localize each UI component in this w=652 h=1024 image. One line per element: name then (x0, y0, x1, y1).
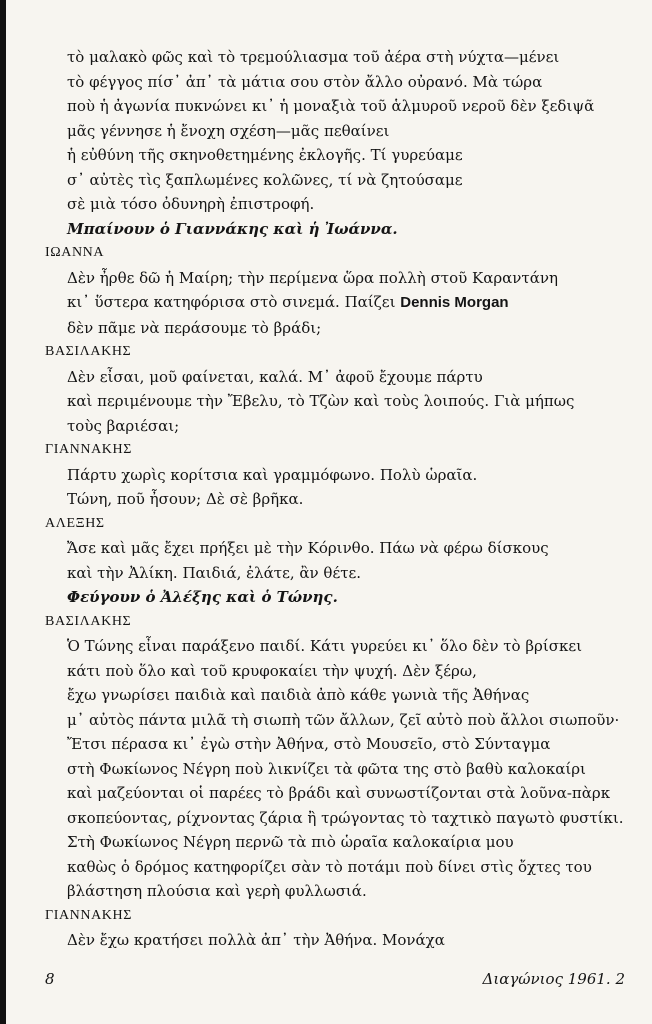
dialogue-line: σὲ μιὰ τόσο ὀδυνηρὴ ἐπιστροφή. (67, 195, 315, 213)
stage-direction: Φεύγουν ὁ Ἀλέξης καὶ ὁ Τώνης. (67, 588, 338, 606)
dialogue-line: σκοπεύοντας, ρίχνοντας ζάρια ἢ τρώγοντας τὸ ταχτικὸ παγωτὸ φυστίκι. (67, 808, 624, 827)
dialogue-line: Ἄσε καὶ μᾶς ἔχει πρήξει μὲ τὴν Κόρινθο. Πάω νὰ φέρω δίσκους (67, 539, 549, 557)
dialogue-line: τοὺς βαριέσαι; (67, 416, 180, 435)
page-edge-shadow (0, 0, 6, 1024)
stage-direction: Μπαίνουν ὁ Γιαννάκης καὶ ἡ Ἰωάννα. (67, 219, 398, 238)
speaker-name: ΑΛΕΞΗΣ (45, 515, 105, 531)
play-text-body (45, 45, 635, 953)
dialogue-line: κάτι ποὺ ὅλο καὶ τοῦ κρυφοκαίει τὴν ψυχή. Δὲν ξέρω, (67, 661, 477, 680)
dialogue-line: καὶ μαζεύονται οἱ παρέες τὸ βράδι καὶ συνωστίζονται στὰ λοῦνα-πὰρκ (67, 784, 611, 802)
dialogue-line: Ἔτσι πέρασα κι᾽ ἐγὼ στὴν Ἀθήνα, στὸ Μουσεῖο, στὸ Σύνταγμα (67, 735, 551, 753)
dialogue-line: καὶ τὴν Ἀλίκη. Παιδιά, ἐλάτε, ἂν θέτε. (67, 563, 362, 582)
dialogue-line: καθὼς ὁ δρόμος κατηφορίζει σὰν τὸ ποτάμι ποὺ δίνει στὶς ὄχτες του (67, 857, 592, 876)
speaker-name: ΓΙΑΝΝΑΚΗΣ (45, 442, 132, 457)
dialogue-line: τὸ φέγγος πίσ᾽ ἀπ᾽ τὰ μάτια σου στὸν ἄλλο οὐρανό. Μὰ τώρα (67, 72, 543, 91)
speaker-name: ΒΑΣΙΛΑΚΗΣ (45, 613, 132, 629)
page-footer (45, 970, 625, 988)
dialogue-line: στὴ Φωκίωνος Νέγρη ποὺ λικνίζει τὰ φῶτα της στὸ βαθὺ καλοκαίρι (67, 759, 586, 778)
speaker-name: ΒΑΣΙΛΑΚΗΣ (45, 344, 132, 359)
page-number: 8 (45, 970, 55, 988)
dialogue-line: Τώνη, ποῦ ἦσουν; Δὲ σὲ βρῆκα. (67, 490, 304, 508)
dialogue-line: Δὲν ἦρθε δῶ ἡ Μαίρη; τὴν περίμενα ὥρα πολλὴ στοῦ Καραντάνη (67, 268, 558, 287)
dialogue-line: βλάστηση πλούσια καὶ γερὴ φυλλωσιά. (67, 882, 367, 900)
dialogue-line: Δὲν εἶσαι, μοῦ φαίνεται, καλά. Μ᾽ ἀφοῦ ἔχουμε πάρτυ (67, 367, 483, 386)
dialogue-line: Στὴ Φωκίωνος Νέγρη περνῶ τὰ πιὸ ὡραῖα καλοκαίρια μου (67, 833, 514, 851)
dialogue-line: ἡ εὐθύνη τῆς σκηνοθετημένης ἐκλογῆς. Τί γυρεύαμε (67, 146, 463, 164)
dialogue-line: ἔχω γνωρίσει παιδιὰ καὶ παιδιὰ ἀπὸ κάθε γωνιὰ τῆς Ἀθήνας (67, 686, 530, 704)
dialogue-line: σ᾽ αὐτὲς τὶς ξαπλωμένες κολῶνες, τί νὰ ζητούσαμε (67, 170, 463, 189)
dialogue-line: Δὲν ἔχω κρατήσει πολλὰ ἀπ᾽ τὴν Ἀθήνα. Μονάχα (67, 931, 445, 949)
dialogue-text: κι᾽ ὕστερα κατηφόρισα στὸ σινεμά. Παίζει (67, 293, 401, 311)
dialogue-line: τὸ μαλακὸ φῶς καὶ τὸ τρεμούλιασμα τοῦ ἀέρα στὴ νύχτα—μένει (67, 48, 560, 66)
actor-name: Dennis Morgan (400, 294, 509, 311)
dialogue-line (45, 290, 635, 316)
speaker-name: ΙΩΑΝΝΑ (45, 245, 105, 260)
dialogue-line: Πάρτυ χωρὶς κορίτσια καὶ γραμμόφωνο. Πολὺ ὡραῖα. (67, 465, 478, 484)
dialogue-line: Ὁ Τώνης εἶναι παράξενο παιδί. Κάτι γυρεύει κι᾽ ὅλο δὲν τὸ βρίσκει (67, 637, 582, 655)
dialogue-line: μ᾽ αὐτὸς πάντα μιλᾶ τὴ σιωπὴ τῶν ἄλλων, ζεῖ αὐτὸ ποὺ ἄλλοι σιωποῦν· (67, 710, 620, 729)
speaker-name: ΓΙΑΝΝΑΚΗΣ (45, 907, 132, 923)
dialogue-line: μᾶς γέννησε ἡ ἔνοχη σχέση—μᾶς πεθαίνει (67, 121, 390, 140)
dialogue-line: ποὺ ἡ ἀγωνία πυκνώνει κι᾽ ἡ μοναξιὰ τοῦ ἁλμυροῦ νεροῦ δὲν ξεδιψᾶ (67, 97, 595, 115)
dialogue-line: δὲν πᾶμε νὰ περάσουμε τὸ βράδι; (67, 318, 322, 337)
journal-issue: Διαγώνιος 1961. 2 (482, 970, 625, 988)
dialogue-line: καὶ περιμένουμε τὴν Ἔβελυ, τὸ Τζὼν καὶ τοὺς λοιπούς. Γιὰ μήπως (67, 392, 575, 410)
